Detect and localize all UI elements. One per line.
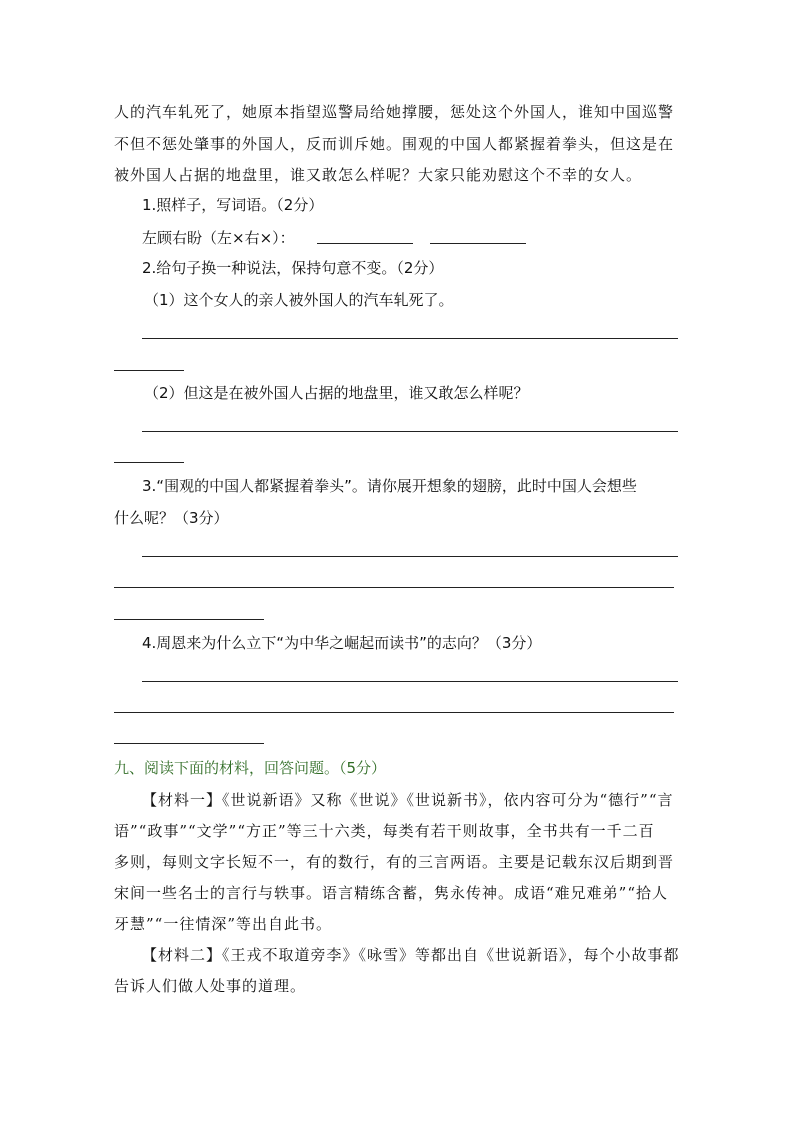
question-1-title: 1.照样子，写词语。（2分） [142,196,324,214]
material-2-line: 告诉人们做人处事的道理。 [114,977,307,995]
answer-line[interactable] [142,681,678,682]
answer-blank[interactable] [430,243,526,244]
material-2-line: 【材料二】《王戎不取道旁李》《咏雪》等都出自《世说新语》，每个小故事都 [142,946,680,964]
passage-line: 不但不惩处肇事的外国人，反而训斥她。围观的中国人都紧握着拳头，但这是在 [114,135,675,153]
material-1-line: 语”“政事”“文学”“方正”等三十六类，每类有若干则故事，全书共有一千二百 [114,822,655,840]
question-4-title: 4.周恩来为什么立下“为中华之崛起而读书”的志向？（3分） [142,634,542,652]
answer-blank[interactable] [317,243,413,244]
question-2-sub2: （2）但这是在被外国人占据的地盘里，谁又敢怎么样呢？ [144,384,529,402]
answer-line[interactable] [114,743,264,744]
answer-line[interactable] [114,587,674,588]
question-1-example: 左顾右盼（左×右×）： [142,229,295,247]
passage-line: 人的汽车轧死了，她原本指望巡警局给她撑腰，惩处这个外国人，谁知中国巡警 [114,103,675,121]
answer-line[interactable] [114,619,264,620]
answer-line[interactable] [114,462,184,463]
material-1-line: 【材料一】《世说新语》又称《世说》《世说新书》，依内容可分为“德行”“言 [142,791,674,809]
passage-line: 被外国人占据的地盘里，谁又敢怎么样呢？大家只能劝慰这个不幸的女人。 [114,166,643,184]
question-2-title: 2.给句子换一种说法，保持句意不变。（2分） [142,259,444,277]
answer-line[interactable] [142,556,678,557]
section-9-title: 九、阅读下面的材料，回答问题。（5分） [114,759,387,777]
material-1-line: 牙慧”“一往情深”等出自此书。 [114,915,333,933]
question-3-line: 3.“围观的中国人都紧握着拳头”。请你展开想象的翅膀，此时中国人会想些 [142,477,637,495]
material-1-line: 宋间一些名士的言行与轶事。语言精练含蓄，隽永传神。成语“难兄难弟”“拾人 [114,884,669,902]
question-3-line: 什么呢？（3分） [114,509,229,527]
answer-line[interactable] [114,370,184,371]
answer-line[interactable] [142,431,678,432]
question-2-sub1: （1）这个女人的亲人被外国人的汽车轧死了。 [144,291,454,309]
material-1-line: 多则，每则文字长短不一，有的数行，有的三言两语。主要是记载东汉后期到晋 [114,853,675,871]
answer-line[interactable] [114,712,674,713]
answer-line[interactable] [142,338,678,339]
